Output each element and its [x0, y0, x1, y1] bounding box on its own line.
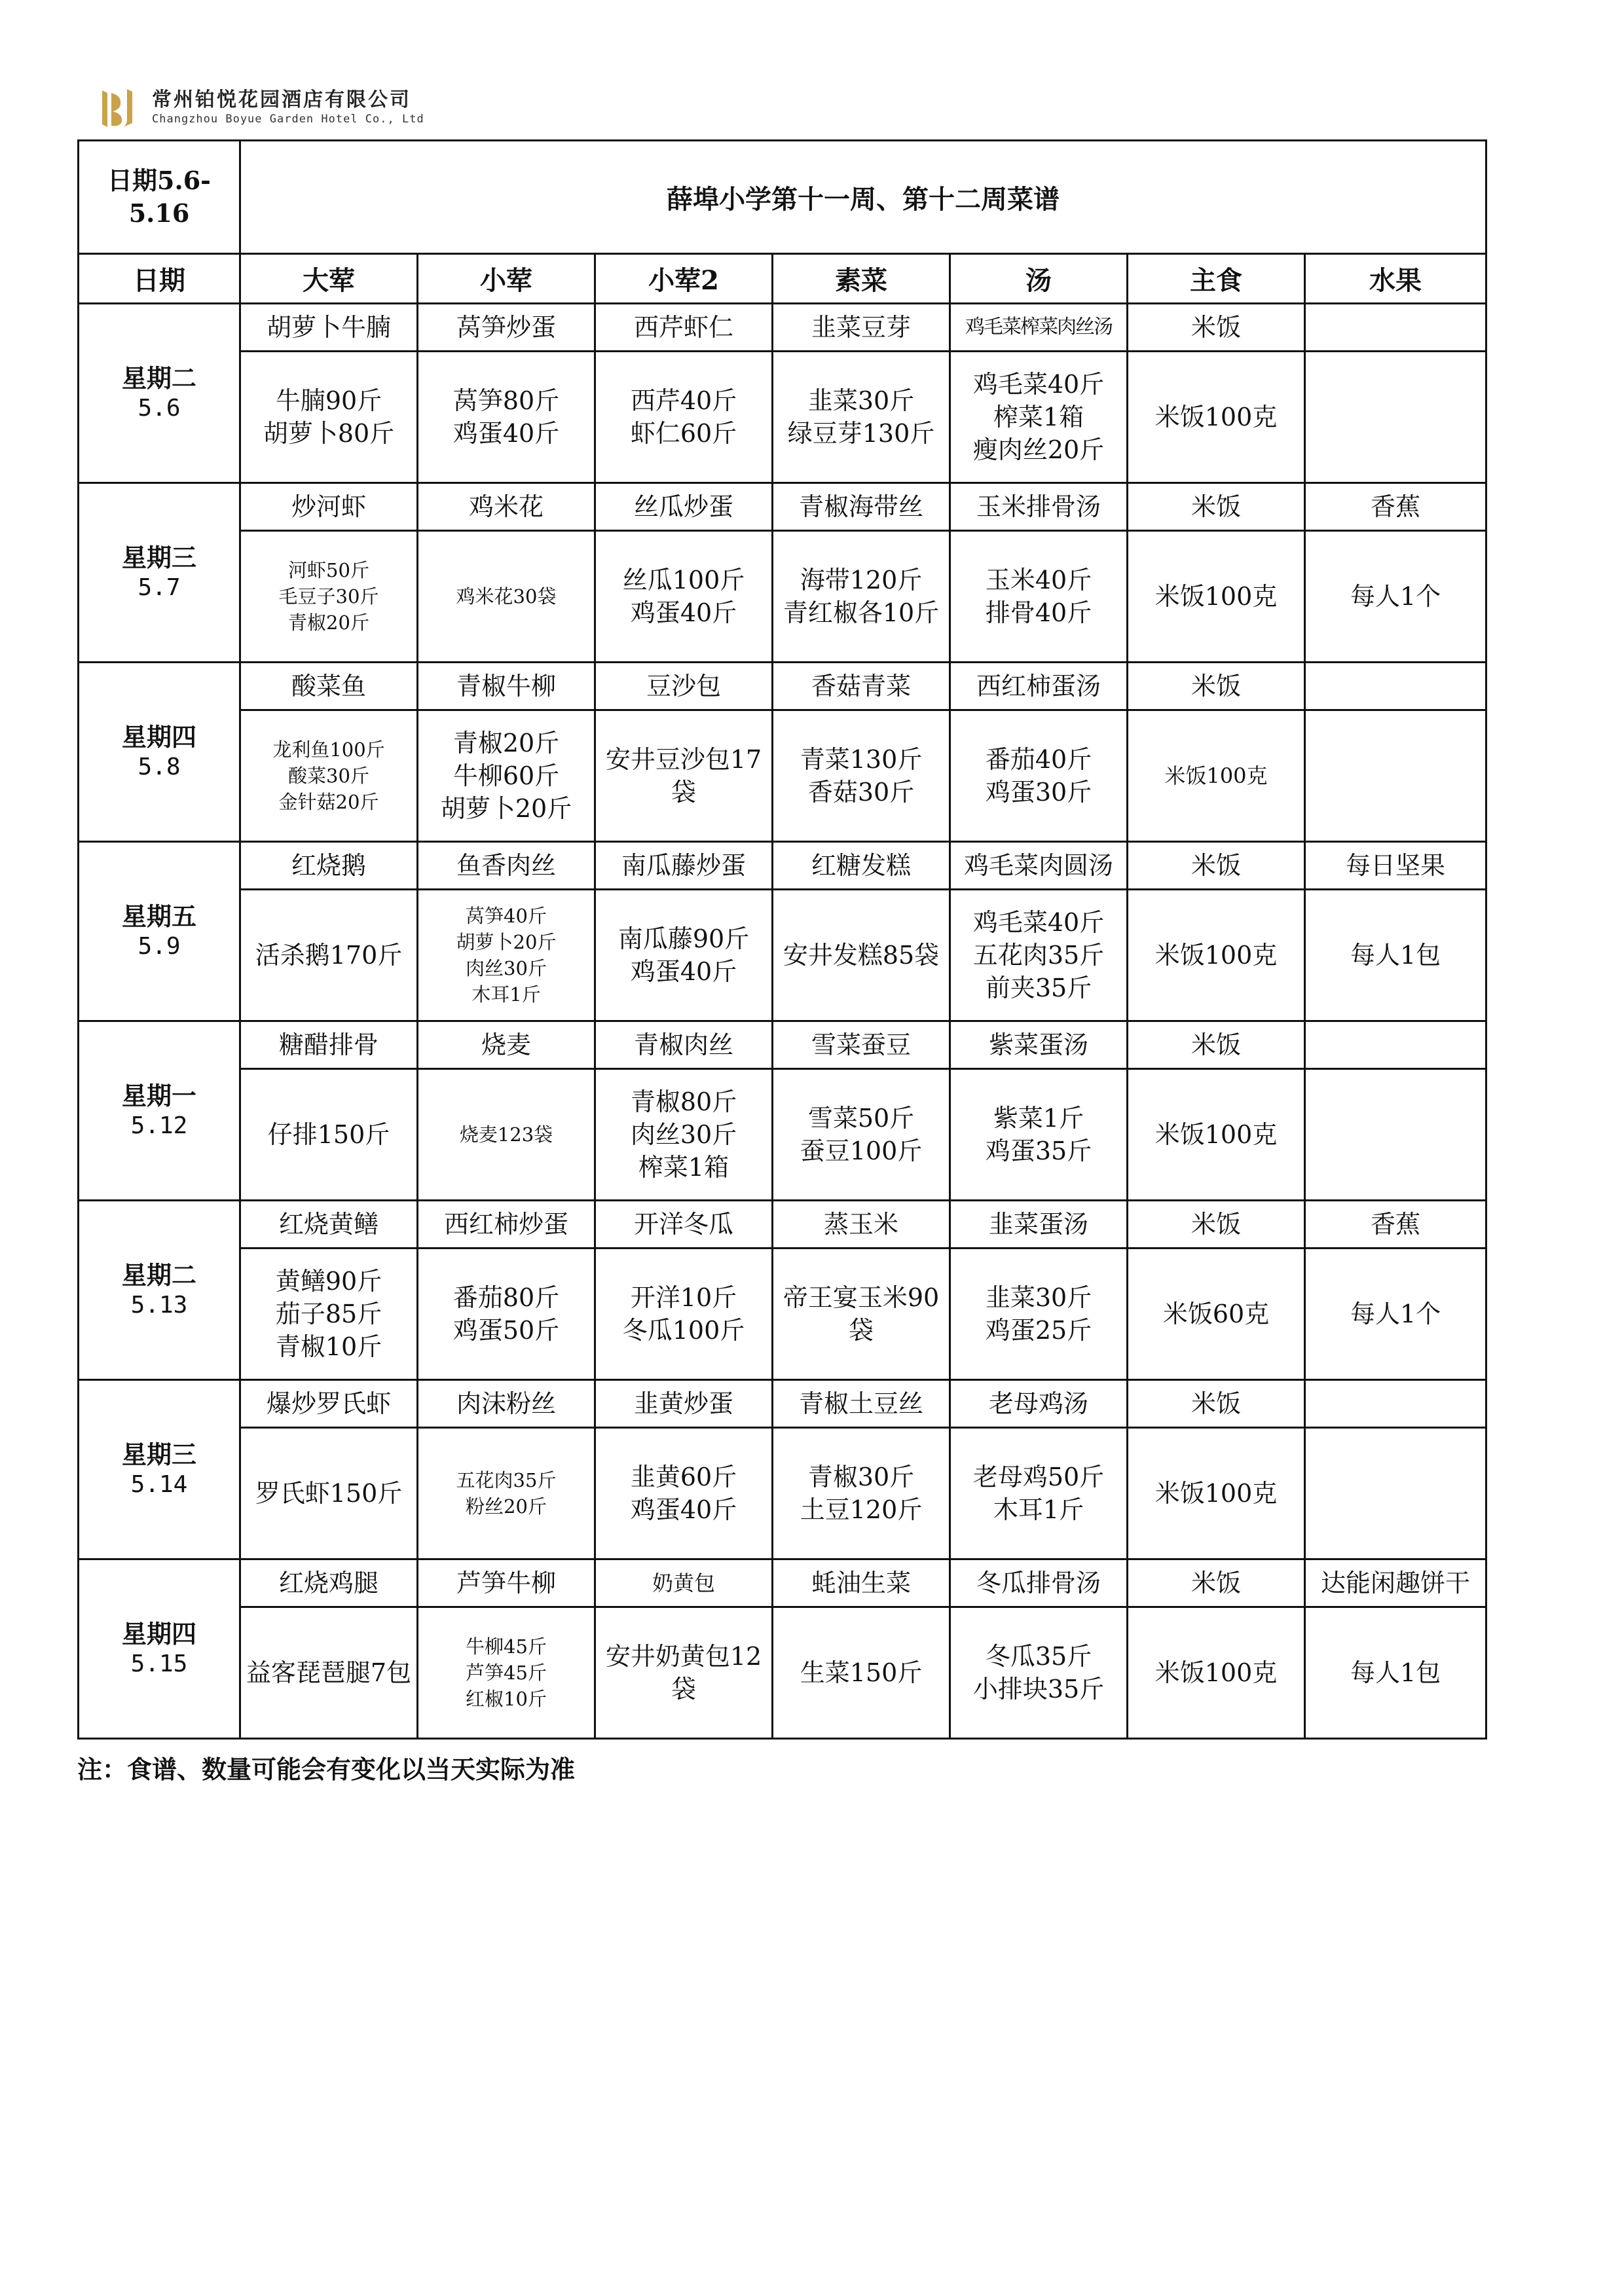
quantity-line: 鸡蛋40斤 — [630, 598, 737, 627]
quantity-row — [79, 1069, 1486, 1201]
quantity-row — [79, 890, 1486, 1021]
quantity-cell — [1128, 890, 1305, 1021]
quantity-line: 鸡毛菜40斤 — [972, 908, 1105, 937]
quantity-line: 榨菜1箱 — [638, 1153, 729, 1182]
quantity-cell — [950, 1069, 1128, 1201]
column-header: 主食 — [1128, 254, 1305, 304]
dish-name-row — [79, 1380, 1486, 1428]
dish-name-cell: 韭菜豆芽 — [773, 304, 950, 352]
quantity-line: 青椒10斤 — [275, 1332, 382, 1361]
dish-name-cell: 每日坚果 — [1305, 842, 1486, 890]
dish-name-cell: 糖醋排骨 — [240, 1021, 418, 1069]
quantity-row — [79, 710, 1486, 842]
dish-name-cell: 米饭 — [1128, 842, 1305, 890]
dish-name-cell: 青椒牛柳 — [418, 663, 595, 710]
dish-name-row — [79, 1021, 1486, 1069]
quantity-cell — [1128, 531, 1305, 663]
quantity-cell — [595, 1428, 773, 1559]
quantity-line: 牛柳60斤 — [452, 761, 560, 790]
dish-name-cell: 炒河虾 — [240, 483, 418, 531]
quantity-line: 青红椒各10斤 — [783, 598, 940, 627]
quantity-line: 玉米40斤 — [985, 566, 1092, 594]
quantity-cell — [595, 352, 773, 483]
quantity-line: 鸡蛋40斤 — [630, 1495, 737, 1524]
quantity-cell — [1128, 352, 1305, 483]
quantity-line: 五花肉35斤 — [972, 941, 1105, 970]
quantity-line: 番茄40斤 — [985, 745, 1092, 774]
quantity-line: 绿豆芽130斤 — [787, 419, 935, 448]
dish-name-cell: 西芹虾仁 — [595, 304, 773, 352]
dish-name-cell: 香菇青菜 — [773, 663, 950, 710]
quantity-line: 茄子85斤 — [275, 1300, 382, 1328]
dish-name-cell: 胡萝卜牛腩 — [240, 304, 418, 352]
quantity-line: 鸡蛋40斤 — [630, 957, 737, 986]
quantity-line: 肉丝30斤 — [466, 957, 547, 979]
quantity-line: 酸菜30斤 — [288, 765, 369, 787]
quantity-line: 青菜130斤 — [800, 745, 923, 774]
dish-name-cell: 蒸玉米 — [773, 1201, 950, 1248]
quantity-cell — [418, 352, 595, 483]
column-header: 水果 — [1305, 254, 1486, 304]
dish-name-cell: 香蕉 — [1305, 483, 1486, 531]
quantity-line: 益客琵琶腿7包 — [246, 1658, 412, 1687]
dish-name-cell — [1305, 1021, 1486, 1069]
dish-name-cell: 南瓜藤炒蛋 — [595, 842, 773, 890]
quantity-line: 河虾50斤 — [288, 559, 369, 581]
quantity-line: 雪菜50斤 — [807, 1104, 915, 1133]
quantity-line: 活杀鹅170斤 — [255, 941, 403, 970]
quantity-cell — [240, 1069, 418, 1201]
column-header-row — [79, 254, 1486, 304]
day-date: 5.15 — [130, 1650, 188, 1677]
quantity-cell — [240, 710, 418, 842]
quantity-cell — [1305, 1069, 1486, 1201]
quantity-line: 胡萝卜80斤 — [263, 419, 395, 448]
dish-name-cell — [1305, 663, 1486, 710]
column-header: 素菜 — [773, 254, 950, 304]
weekday: 星期一 — [121, 1080, 196, 1110]
day-cell — [79, 1380, 240, 1559]
quantity-line: 鸡蛋35斤 — [985, 1137, 1092, 1165]
quantity-line: 鸡蛋30斤 — [985, 778, 1092, 807]
dish-name-cell: 玉米排骨汤 — [950, 483, 1128, 531]
quantity-row — [79, 1607, 1486, 1739]
quantity-cell — [950, 1248, 1128, 1380]
quantity-cell — [1305, 890, 1486, 1021]
quantity-cell — [595, 1069, 773, 1201]
dish-name-cell: 鸡毛菜肉圆汤 — [950, 842, 1128, 890]
quantity-line: 蚕豆100斤 — [800, 1137, 923, 1165]
dish-name-cell: 米饭 — [1128, 1559, 1305, 1607]
column-header: 小荤 — [418, 254, 595, 304]
dish-name-cell: 雪菜蚕豆 — [773, 1021, 950, 1069]
quantity-line: 西芹40斤 — [630, 386, 737, 415]
dish-name-cell: 米饭 — [1128, 663, 1305, 710]
dish-name-row — [79, 663, 1486, 710]
quantity-line: 米饭100克 — [1154, 1658, 1278, 1687]
company-name-cn: 常州铂悦花园酒店有限公司 — [152, 88, 411, 111]
day-date: 5.8 — [138, 753, 181, 780]
quantity-line: 青椒30斤 — [807, 1463, 915, 1491]
dish-name-cell: 青椒肉丝 — [595, 1021, 773, 1069]
quantity-line: 老母鸡50斤 — [972, 1463, 1105, 1491]
quantity-line: 米饭100克 — [1154, 941, 1278, 970]
quantity-cell — [595, 710, 773, 842]
quantity-cell — [418, 890, 595, 1021]
quantity-cell — [950, 1607, 1128, 1739]
footnote: 注：食谱、数量可能会有变化以当天实际为准 — [77, 1755, 576, 1784]
dish-name-cell: 莴笋炒蛋 — [418, 304, 595, 352]
quantity-cell — [418, 531, 595, 663]
quantity-cell — [1305, 531, 1486, 663]
quantity-cell — [950, 710, 1128, 842]
date-range-cell — [79, 141, 240, 254]
dish-name-cell: 红烧鸡腿 — [240, 1559, 418, 1607]
quantity-line: 鸡毛菜40斤 — [972, 370, 1105, 399]
quantity-line: 毛豆子30斤 — [278, 585, 379, 608]
dish-name-cell: 米饭 — [1128, 1201, 1305, 1248]
quantity-line: 鸡蛋25斤 — [985, 1316, 1092, 1345]
company-header — [98, 84, 424, 131]
dish-name-cell — [1305, 304, 1486, 352]
dish-name-cell: 达能闲趣饼干 — [1305, 1559, 1486, 1607]
day-cell — [79, 304, 240, 483]
company-name-en: Changzhou Boyue Garden Hotel Co., Ltd — [152, 113, 424, 126]
dish-name-cell: 韭黄炒蛋 — [595, 1380, 773, 1428]
quantity-line: 芦笋45斤 — [466, 1662, 547, 1684]
dish-name-cell: 米饭 — [1128, 483, 1305, 531]
column-header: 汤 — [950, 254, 1128, 304]
dish-name-cell: 鸡米花 — [418, 483, 595, 531]
quantity-line: 韭菜30斤 — [985, 1283, 1092, 1312]
quantity-line: 鸡蛋50斤 — [452, 1316, 560, 1345]
dish-name-cell — [1305, 1380, 1486, 1428]
quantity-cell — [773, 1069, 950, 1201]
dish-name-cell: 韭菜蛋汤 — [950, 1201, 1128, 1248]
quantity-line: 冬瓜35斤 — [985, 1642, 1092, 1671]
quantity-cell — [1128, 1069, 1305, 1201]
dish-name-cell: 青椒土豆丝 — [773, 1380, 950, 1428]
quantity-line: 米饭100克 — [1154, 1479, 1278, 1508]
menu-table — [77, 139, 1487, 1740]
quantity-row — [79, 1428, 1486, 1559]
weekday: 星期四 — [121, 1618, 196, 1649]
day-cell — [79, 1201, 240, 1380]
quantity-cell — [418, 1248, 595, 1380]
dish-name-cell: 蚝油生菜 — [773, 1559, 950, 1607]
quantity-cell — [1305, 1248, 1486, 1380]
quantity-cell — [773, 890, 950, 1021]
quantity-cell — [595, 1248, 773, 1380]
quantity-line: 韭菜30斤 — [807, 386, 915, 415]
dish-name-cell: 鸡毛菜榨菜肉丝汤 — [950, 304, 1128, 352]
quantity-line: 红椒10斤 — [466, 1688, 547, 1710]
day-cell — [79, 1021, 240, 1201]
quantity-line: 冬瓜100斤 — [622, 1316, 745, 1345]
quantity-line: 黄鳝90斤 — [275, 1267, 382, 1296]
quantity-cell — [950, 890, 1128, 1021]
column-header: 大荤 — [240, 254, 418, 304]
dish-name-cell: 米饭 — [1128, 1021, 1305, 1069]
quantity-cell — [773, 1428, 950, 1559]
dish-name-cell: 烧麦 — [418, 1021, 595, 1069]
quantity-line: 仔排150斤 — [267, 1120, 390, 1149]
quantity-row — [79, 352, 1486, 483]
quantity-line: 帝王宴玉米90袋 — [783, 1283, 940, 1345]
hotel-logo-icon — [98, 86, 138, 128]
quantity-line: 榨菜1箱 — [993, 403, 1084, 431]
weekday: 星期四 — [121, 721, 196, 752]
date-range: 日期5.6-5.16 — [107, 166, 211, 228]
quantity-cell — [595, 1607, 773, 1739]
quantity-line: 鸡米花30袋 — [456, 585, 557, 608]
dish-name-cell: 米饭 — [1128, 1380, 1305, 1428]
quantity-line: 米饭100克 — [1164, 763, 1268, 788]
column-header: 日期 — [79, 254, 240, 304]
quantity-cell — [773, 1607, 950, 1739]
quantity-line: 五花肉35斤 — [456, 1469, 557, 1491]
dish-name-cell: 奶黄包 — [595, 1559, 773, 1607]
dish-name-row — [79, 483, 1486, 531]
quantity-line: 米饭100克 — [1154, 403, 1278, 431]
quantity-cell — [1128, 710, 1305, 842]
day-date: 5.7 — [138, 574, 181, 601]
dish-name-cell: 香蕉 — [1305, 1201, 1486, 1248]
quantity-cell — [773, 352, 950, 483]
quantity-line: 米饭60克 — [1162, 1300, 1270, 1328]
dish-name-cell: 爆炒罗氏虾 — [240, 1380, 418, 1428]
quantity-cell — [1128, 1428, 1305, 1559]
dish-name-row — [79, 304, 1486, 352]
quantity-line: 木耳1斤 — [993, 1495, 1084, 1524]
quantity-line: 胡萝卜20斤 — [456, 931, 557, 953]
day-date: 5.9 — [138, 932, 181, 960]
quantity-line: 前夹35斤 — [985, 974, 1092, 1002]
quantity-cell — [418, 1069, 595, 1201]
day-date: 5.6 — [138, 394, 181, 422]
dish-name-cell: 鱼香肉丝 — [418, 842, 595, 890]
day-date: 5.14 — [130, 1470, 188, 1498]
quantity-line: 青椒20斤 — [288, 611, 369, 634]
quantity-line: 肉丝30斤 — [630, 1120, 737, 1149]
quantity-line: 罗氏虾150斤 — [255, 1479, 403, 1508]
quantity-cell — [418, 710, 595, 842]
quantity-line: 木耳1斤 — [471, 983, 541, 1006]
quantity-line: 青椒20斤 — [452, 729, 560, 757]
quantity-line: 番茄80斤 — [452, 1283, 560, 1312]
quantity-line: 小排块35斤 — [972, 1675, 1105, 1704]
dish-name-cell: 西红柿蛋汤 — [950, 663, 1128, 710]
quantity-cell — [1305, 352, 1486, 483]
quantity-line: 开洋10斤 — [630, 1283, 737, 1312]
dish-name-cell: 红糖发糕 — [773, 842, 950, 890]
dish-name-cell: 西红柿炒蛋 — [418, 1201, 595, 1248]
dish-name-cell: 芦笋牛柳 — [418, 1559, 595, 1607]
dish-name-cell: 红烧鹅 — [240, 842, 418, 890]
quantity-cell — [418, 1607, 595, 1739]
quantity-line: 米饭100克 — [1154, 582, 1278, 611]
dish-name-cell: 紫菜蛋汤 — [950, 1021, 1128, 1069]
day-cell — [79, 1559, 240, 1739]
dish-name-cell: 酸菜鱼 — [240, 663, 418, 710]
title-row — [79, 141, 1486, 254]
dish-name-cell: 米饭 — [1128, 304, 1305, 352]
quantity-cell — [595, 531, 773, 663]
quantity-cell — [595, 890, 773, 1021]
quantity-cell — [950, 352, 1128, 483]
quantity-cell — [773, 531, 950, 663]
day-cell — [79, 483, 240, 663]
dish-name-cell: 老母鸡汤 — [950, 1380, 1128, 1428]
quantity-line: 每人1包 — [1350, 941, 1441, 970]
quantity-cell — [418, 1428, 595, 1559]
quantity-line: 排骨40斤 — [985, 598, 1092, 627]
quantity-cell — [950, 531, 1128, 663]
day-cell — [79, 842, 240, 1021]
quantity-line: 安井豆沙包17袋 — [605, 745, 762, 807]
quantity-line: 安井发糕85袋 — [783, 941, 940, 970]
weekday: 星期二 — [121, 363, 196, 393]
quantity-cell — [240, 1248, 418, 1380]
quantity-cell — [1305, 1428, 1486, 1559]
quantity-cell — [240, 1607, 418, 1739]
quantity-cell — [1305, 1607, 1486, 1739]
quantity-cell — [1305, 710, 1486, 842]
dish-name-cell: 丝瓜炒蛋 — [595, 483, 773, 531]
dish-name-row — [79, 1201, 1486, 1248]
menu-title: 薛埠小学第十一周、第十二周菜谱 — [240, 141, 1486, 254]
quantity-line: 莴笋80斤 — [452, 386, 560, 415]
quantity-line: 青椒80斤 — [630, 1087, 737, 1116]
quantity-line: 丝瓜100斤 — [622, 566, 745, 594]
weekday: 星期三 — [121, 542, 196, 572]
quantity-cell — [240, 890, 418, 1021]
quantity-cell — [240, 531, 418, 663]
quantity-line: 紫菜1斤 — [993, 1104, 1084, 1133]
dish-name-cell: 红烧黄鳝 — [240, 1201, 418, 1248]
column-header: 小荤2 — [595, 254, 773, 304]
quantity-line: 海带120斤 — [800, 566, 923, 594]
quantity-line: 每人1个 — [1350, 582, 1441, 611]
dish-name-row — [79, 842, 1486, 890]
day-date: 5.12 — [130, 1112, 188, 1139]
quantity-line: 韭黄60斤 — [630, 1463, 737, 1491]
quantity-line: 烧麦123袋 — [459, 1123, 553, 1146]
day-cell — [79, 663, 240, 842]
quantity-cell — [773, 1248, 950, 1380]
quantity-line: 虾仁60斤 — [630, 419, 737, 448]
quantity-line: 粉丝20斤 — [466, 1495, 547, 1518]
quantity-cell — [773, 710, 950, 842]
quantity-line: 牛腩90斤 — [275, 386, 382, 415]
quantity-line: 龙利鱼100斤 — [272, 738, 385, 761]
quantity-line: 莴笋40斤 — [466, 905, 547, 927]
quantity-cell — [240, 352, 418, 483]
quantity-line: 每人1包 — [1350, 1658, 1441, 1687]
weekday: 星期二 — [121, 1260, 196, 1290]
quantity-cell — [1128, 1248, 1305, 1380]
quantity-line: 生菜150斤 — [800, 1658, 923, 1687]
dish-name-cell: 青椒海带丝 — [773, 483, 950, 531]
dish-name-cell: 豆沙包 — [595, 663, 773, 710]
quantity-line: 牛柳45斤 — [466, 1635, 547, 1658]
quantity-row — [79, 1248, 1486, 1380]
quantity-line: 鸡蛋40斤 — [452, 419, 560, 448]
quantity-line: 土豆120斤 — [800, 1495, 923, 1524]
dish-name-cell: 冬瓜排骨汤 — [950, 1559, 1128, 1607]
dish-name-row — [79, 1559, 1486, 1607]
weekday: 星期五 — [121, 901, 196, 931]
day-date: 5.13 — [130, 1291, 188, 1319]
quantity-line: 瘦肉丝20斤 — [972, 435, 1105, 464]
quantity-line: 南瓜藤90斤 — [618, 924, 750, 953]
weekday: 星期三 — [121, 1439, 196, 1469]
quantity-line: 胡萝卜20斤 — [440, 794, 572, 823]
quantity-cell — [1128, 1607, 1305, 1739]
quantity-row — [79, 531, 1486, 663]
quantity-line: 香菇30斤 — [807, 778, 915, 807]
quantity-line: 米饭100克 — [1154, 1120, 1278, 1149]
quantity-line: 金针菇20斤 — [278, 791, 379, 813]
quantity-cell — [240, 1428, 418, 1559]
quantity-line: 每人1个 — [1350, 1300, 1441, 1328]
quantity-cell — [950, 1428, 1128, 1559]
dish-name-cell: 肉沫粉丝 — [418, 1380, 595, 1428]
quantity-line: 安井奶黄包12袋 — [605, 1642, 762, 1704]
dish-name-cell: 开洋冬瓜 — [595, 1201, 773, 1248]
